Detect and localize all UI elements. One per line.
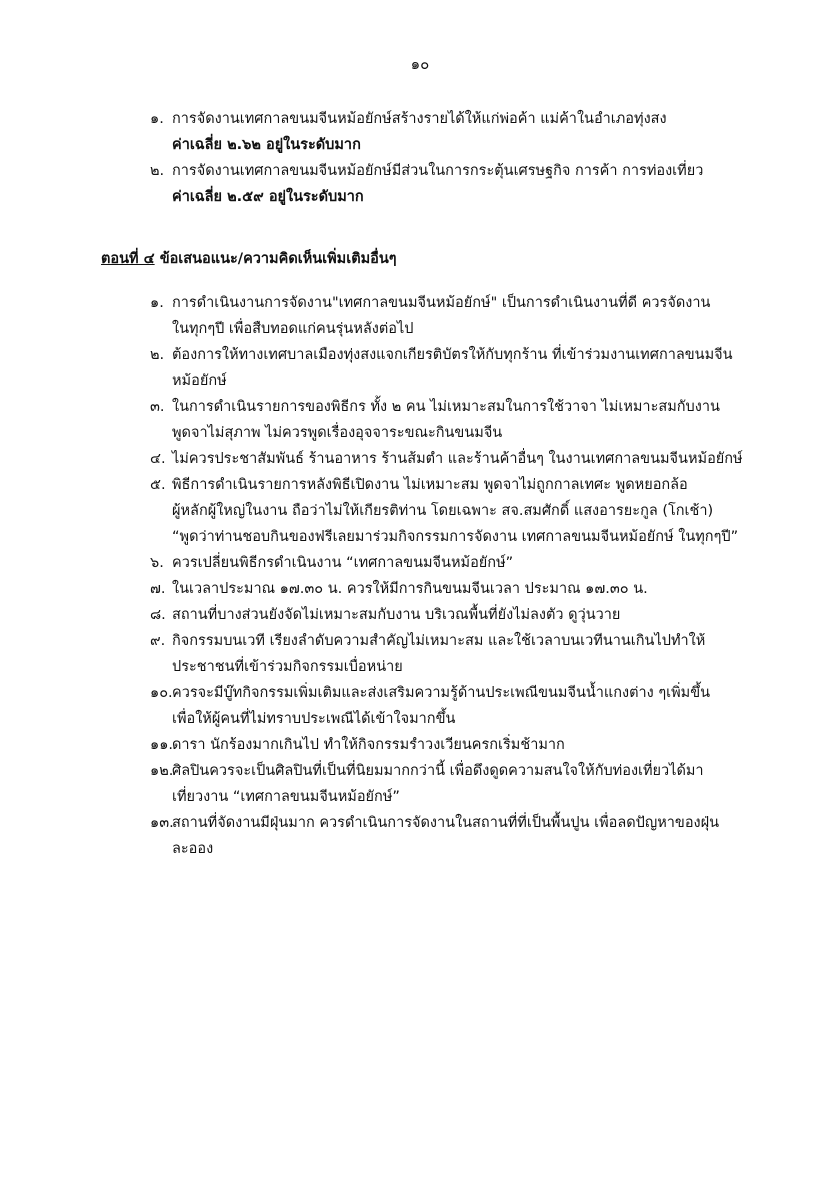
suggestion-number: ๓. [150,399,165,415]
suggestion-number: ๑๒. [150,763,174,779]
suggestion-text-continued: ผู้หลักผู้ใหญ่ในงาน ถือว่าไม่ให้เกียรติท่าน โดยเฉพาะ สจ.สมศักดิ์ แสงอารยะกูล (โกเช้า) [172,503,714,519]
suggestion-text-continued: ละออง [172,841,214,857]
suggestion-text: ดารา นักร้องมากเกินไป ทำให้กิจกรรมรำวงเวียนครกเริ่มช้ามาก [172,737,565,753]
suggestion-number: ๑. [150,295,164,311]
summary-item-number: ๑. [150,111,164,127]
suggestion-text-continued: หม้อยักษ์ [172,373,227,389]
suggestion-number: ๗. [150,581,166,597]
section-label: ตอนที่ ๔ [101,251,155,267]
suggestion-text: ควรจะมีบู๊ทกิจกรรมเพิ่มเติมและส่งเสริมความรู้ด้านประเพณีขนมจีนน้ำแกงต่าง ๆเพิ่มขึ้น [172,685,711,701]
section-heading [101,246,397,272]
suggestion-text: ต้องการให้ทางเทศบาลเมืองทุ่งสงแจกเกียรติบัตรให้กับทุกร้าน ที่เข้าร่วมงานเทศกาลขนมจีน [172,347,733,363]
suggestion-text: ในเวลาประมาณ ๑๗.๓๐ น. ควรให้มีการกินขนมจีนเวลา ประมาณ ๑๗.๓๐ น. [172,581,648,597]
section-title: ข้อเสนอแนะ/ความคิดเห็นเพิ่มเติมอื่นๆ [159,251,397,267]
summary-item-result: ค่าเฉลี่ย ๒.๕๙ อยู่ในระดับมาก [172,189,364,205]
suggestion-number: ๑๐. [150,685,173,701]
suggestion-text: ในการดำเนินรายการของพิธีกร ทั้ง ๒ คน ไม่เหมาะสมในการใช้วาจา ไม่เหมาะสมกับงาน [172,399,720,415]
summary-item-number: ๒. [150,163,165,179]
suggestion-text-continued: เที่ยวงาน “เทศกาลขนมจีนหม้อยักษ์” [172,789,400,805]
suggestion-text: สถานที่บางส่วนยังจัดไม่เหมาะสมกับงาน บริเวณพื้นที่ยังไม่ลงตัว ดูวุ่นวาย [172,607,621,623]
page-number: ๑๐ [410,55,430,73]
suggestion-text-continued: ในทุกๆปี เพื่อสืบทอดแก่คนรุ่นหลังต่อไป [172,321,414,337]
suggestion-text: ควรเปลี่ยนพิธีกรดำเนินงาน “เทศกาลขนมจีนหม้อยักษ์” [172,555,514,571]
suggestion-number: ๘. [150,607,166,623]
summary-item-text: การจัดงานเทศกาลขนมจีนหม้อยักษ์สร้างรายได้ให้แก่พ่อค้า แม่ค้าในอำเภอทุ่งสง [172,111,667,127]
summary-item-text: การจัดงานเทศกาลขนมจีนหม้อยักษ์มีส่วนในการกระตุ้นเศรษฐกิจ การค้า การท่องเที่ยว [172,163,704,179]
suggestion-text-continued: พูดจาไม่สุภาพ ไม่ควรพูดเรื่องอุจจาระขณะกินขนมจีน [172,425,503,441]
suggestion-text: กิจกรรมบนเวที เรียงลำดับความสำคัญไม่เหมาะสม และใช้เวลาบนเวทีนานเกินไปทำให้ [172,633,706,649]
suggestion-text-continued: “พูดว่าท่านชอบกินของฟรีเลยมาร่วมกิจกรรมการจัดงาน เทศกาลขนมจีนหม้อยักษ์ ในทุกๆปี” [172,529,739,545]
suggestion-number: ๕. [150,477,166,493]
suggestion-number: ๑๓. [150,815,174,831]
suggestion-text: สถานที่จัดงานมีฝุ่นมาก ควรดำเนินการจัดงานในสถานที่ที่เป็นพื้นปูน เพื่อลดปัญหาของฝุ่น [172,815,720,831]
suggestion-text-continued: ประชาชนที่เข้าร่วมกิจกรรมเบื่อหน่าย [172,659,403,675]
suggestion-text: ไม่ควรประชาสัมพันธ์ ร้านอาหาร ร้านส้มตำ และร้านค้าอื่นๆ ในงานเทศกาลขนมจีนหม้อยักษ์ [172,451,743,467]
suggestion-text: พิธีการดำเนินรายการหลังพิธีเปิดงาน ไม่เหมาะสม พูดจาไม่ถูกกาลเทศะ พูดหยอกล้อ [172,477,688,493]
suggestion-number: ๑๑. [150,737,174,753]
summary-item-result: ค่าเฉลี่ย ๒.๖๒ อยู่ในระดับมาก [172,137,361,153]
suggestion-number: ๒. [150,347,165,363]
suggestion-number: ๖. [150,555,164,571]
suggestion-number: ๙. [150,633,166,649]
suggestion-text: การดำเนินงานการจัดงาน"เทศกาลขนมจีนหม้อยักษ์" เป็นการดำเนินงานที่ดี ควรจัดงาน [172,295,711,311]
suggestion-text-continued: เพื่อให้ผู้คนที่ไม่ทราบประเพณีได้เข้าใจมากขึ้น [172,711,456,727]
suggestion-text: ศิลปินควรจะเป็นศิลปินที่เป็นที่นิยมมากกว่านี้ เพื่อดึงดูดความสนใจให้กับท่องเที่ยวได้มา [172,763,704,779]
suggestion-number: ๔. [150,451,166,467]
